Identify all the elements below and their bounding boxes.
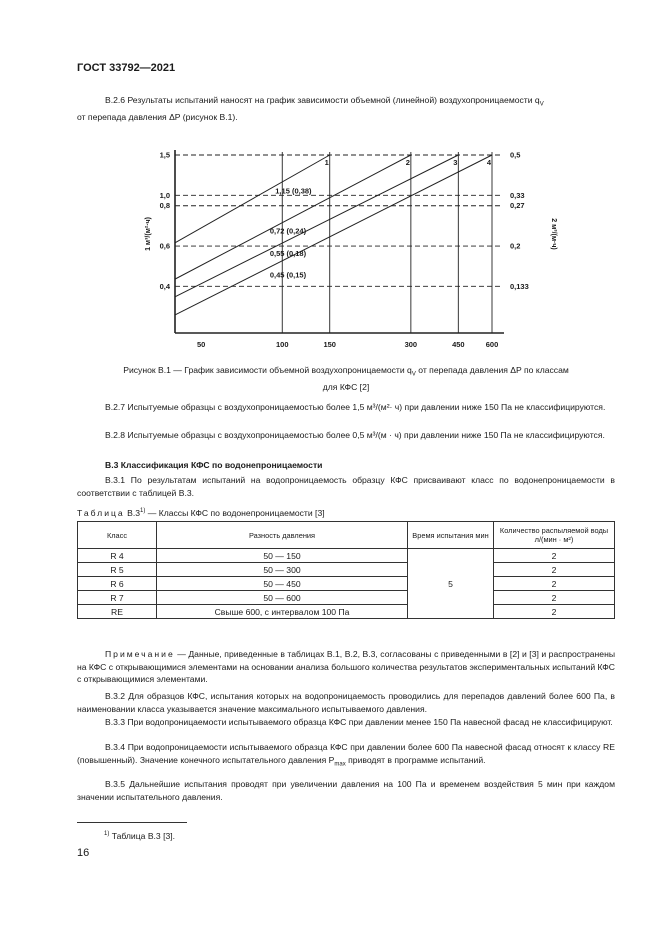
cell-water: 2	[494, 591, 615, 605]
y-right-tick-label: 0,5	[510, 150, 521, 160]
cell-pressure: 50 — 300	[157, 563, 408, 577]
cell-pressure: 50 — 450	[157, 577, 408, 591]
y-left-tick-label: 1,0	[159, 190, 170, 200]
x-tick-label: 300	[404, 340, 418, 349]
line-annotation: 1,15 (0,38)	[275, 186, 312, 196]
table-row	[78, 563, 615, 577]
paragraph-b34: В.3.4 При водопроницаемости испытываемого образца КФС при давлении более 600 Па навесной фасад относят к классу RE (повышенный). Значение конечного испытательного давления $P_{max}$ приводят в программе испытаний.	[77, 742, 615, 768]
y-right-axis-label: 2 м³/(м·ч)	[550, 218, 557, 250]
footnote-divider	[77, 822, 187, 823]
x-tick-label: 100	[276, 340, 289, 349]
cell-water: 2	[494, 563, 615, 577]
x-tick-label: 450	[452, 340, 465, 349]
cell-class: R 6	[78, 577, 157, 591]
header-class: Класс	[78, 522, 157, 549]
header-water: Количество распыляемой воды л/(мин · м²)	[494, 522, 615, 549]
table-header-row	[78, 522, 615, 549]
cell-class: R 5	[78, 563, 157, 577]
figure-caption: Рисунок В.1 — График зависимости объемной воздухопроницаемости $q_V$ от перепада давления ΔP по классам для КФС [2]	[123, 365, 569, 393]
table-row	[78, 605, 615, 619]
series-label: 2	[405, 158, 410, 167]
y-left-tick-label: 0,4	[159, 281, 170, 291]
page-number: 16	[77, 847, 90, 859]
paragraph-b35: В.3.5 Дальнейшие испытания проводят при увеличении давления на 100 Па и временем воздействия 5 мин при каждом значении испытательного давления.	[77, 779, 615, 802]
cell-time: 5	[408, 549, 494, 619]
footnote: $^{1)}$ Таблица В.3 [3].	[104, 830, 176, 841]
cell-water: 2	[494, 605, 615, 619]
figure-b1-chart	[140, 135, 560, 355]
y-right-tick-label: 0,33	[510, 190, 525, 200]
series-line	[175, 155, 492, 315]
header-pressure: Разность давления	[157, 522, 408, 549]
series-label: 3	[453, 158, 458, 167]
table-caption: Таблица В.3$^{1)}$ — Классы КФС по водонепроницаемости [3]	[77, 507, 325, 518]
header-time: Время испытания мин	[408, 522, 494, 549]
table-row	[78, 577, 615, 591]
paragraph-b31: В.3.1 По результатам испытаний на водопроницаемость образцу КФС присваивают класс по водонепроницаемости в соответствии с таблицей В.3.	[77, 475, 615, 498]
cell-pressure: Свыше 600, с интервалом 100 Па	[157, 605, 408, 619]
line-annotation: 0,55 (0,18)	[269, 248, 307, 258]
paragraph-b32: В.3.2 Для образцов КФС, испытания которых на водопроницаемость проводились для перепадов давлений более 600 Па, в наименовании класса указывается значение максимального испытываемого давления.	[77, 691, 615, 714]
table-row	[78, 591, 615, 605]
y-right-tick-label: 0,2	[510, 241, 521, 251]
table-row	[78, 549, 615, 563]
x-tick-label: 600	[485, 340, 499, 349]
note: Примечание — Данные, приведенные в таблицах В.1, В.2, В.3, согласованы с приведенными в [2] и [3] и распространены на КФС с открывающимися элементами на основании анализа большого количества результатов экспериментальных испытаний КФС с открывающимися элементами.	[77, 649, 615, 685]
y-left-axis-label: 1 м³/(м²·ч)	[145, 217, 152, 251]
section-heading-b3: В.3 Классификация КФС по водонепроницаемости	[105, 460, 323, 470]
series-label: 4	[486, 158, 492, 167]
paragraph-b28: В.2.8 Испытуемые образцы с воздухопроницаемостью более 0,5 м³/(м · ч) при давлении ниже 150 Па не классифицируются.	[105, 430, 605, 440]
paragraph-b26: В.2.6 Результаты испытаний наносят на график зависимости объемной (линейной) воздухопроницаемости $q_V$ от перепада давления ΔP (рисунок В.1).	[77, 95, 544, 123]
y-left-tick-label: 1,5	[159, 150, 170, 160]
cell-pressure: 50 — 600	[157, 591, 408, 605]
series-line	[175, 155, 411, 279]
line-annotation: 0,45 (0,15)	[269, 270, 307, 280]
cell-water: 2	[494, 577, 615, 591]
x-tick-label: 50	[196, 340, 206, 349]
cell-class: R 4	[78, 549, 157, 563]
cell-class: RE	[78, 605, 157, 619]
y-right-tick-label: 0,27	[510, 201, 525, 211]
series-line	[175, 155, 458, 297]
water-tightness-table	[77, 521, 615, 619]
cell-water: 2	[494, 549, 615, 563]
line-annotation: 0,72 (0,24)	[269, 226, 307, 236]
y-left-tick-label: 0,6	[159, 241, 170, 251]
x-tick-label: 150	[323, 340, 336, 349]
cell-pressure: 50 — 150	[157, 549, 408, 563]
y-right-tick-label: 0,133	[510, 281, 529, 291]
paragraph-b33: В.3.3 При водопроницаемости испытываемого образца КФС при давлении менее 150 Па навесной фасад не классифицируют.	[105, 717, 613, 727]
series-label: 1	[324, 158, 329, 167]
series-line	[175, 155, 330, 243]
document-header: ГОСТ 33792—2021	[77, 62, 176, 74]
paragraph-b27: В.2.7 Испытуемые образцы с воздухопроницаемостью более 1,5 м³/(м²· ч) при давлении ниже 150 Па не классифицируются.	[105, 402, 606, 412]
cell-class: R 7	[78, 591, 157, 605]
y-left-tick-label: 0,8	[159, 201, 170, 211]
